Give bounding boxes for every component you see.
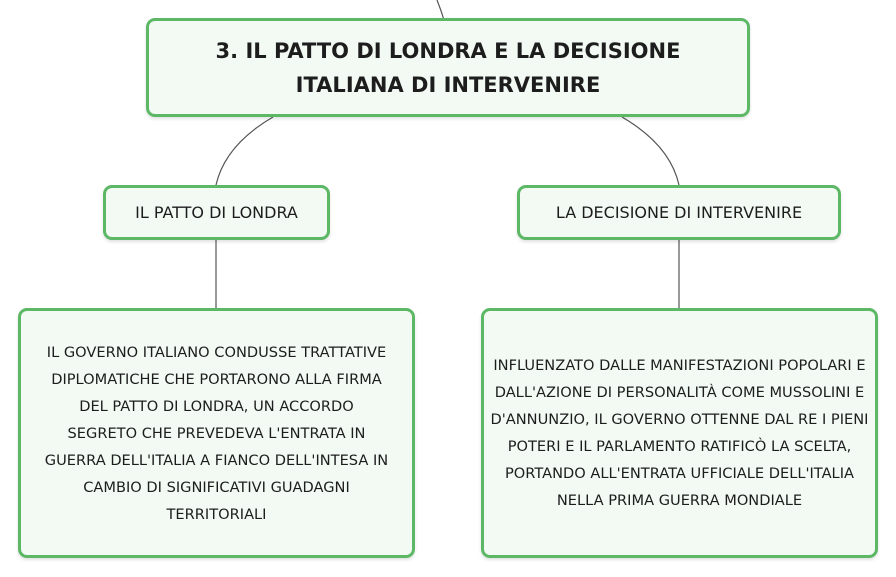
connector-title-to-left — [216, 117, 273, 185]
topic-label: LA DECISIONE DI INTERVENIRE — [555, 203, 803, 222]
detail-decisione-di-intervenire[interactable] — [481, 308, 878, 558]
connector-title-to-right — [622, 117, 679, 185]
detail-text: INFLUENZATO DALLE MANIFESTAZIONI POPOLARI E DALL'AZIONE DI PERSONALITÀ COME MUSSOLINI E D'ANNUNZIO, IL GOVERNO OTTENNE DAL RE I PIENI POTERI E IL PARLAMENTO RATIFICÒ LA SCELTA, PORTANDO ALL'ENTRATA UFFICIALE DELL'ITALIA NELLA PRIMA GUERRA MONDIALE — [490, 357, 869, 509]
detail-text: IL GOVERNO ITALIANO CONDUSSE TRATTATIVE DIPLOMATICHE CHE PORTARONO ALLA FIRMA DEL PATTO DI LONDRA, UN ACCORDO SEGRETO CHE PREVEDEVA L'ENTRATA IN GUERRA DELL'ITALIA A FIANCO DELL'INTESA IN CAMBIO DI SIGNIFICATIVI GUADAGNI TERRITORIALI — [44, 343, 389, 523]
connector-to-parent — [437, 0, 444, 20]
topic-label: IL PATTO DI LONDRA — [135, 203, 298, 222]
topic-patto-di-londra[interactable] — [103, 185, 330, 240]
central-topic-label: 3. IL PATTO DI LONDRA E LA DECISIONE ITALIANA DI INTERVENIRE — [215, 38, 681, 97]
detail-patto-di-londra[interactable] — [18, 308, 415, 558]
topic-decisione-di-intervenire[interactable] — [517, 185, 841, 240]
central-topic[interactable] — [146, 18, 750, 117]
